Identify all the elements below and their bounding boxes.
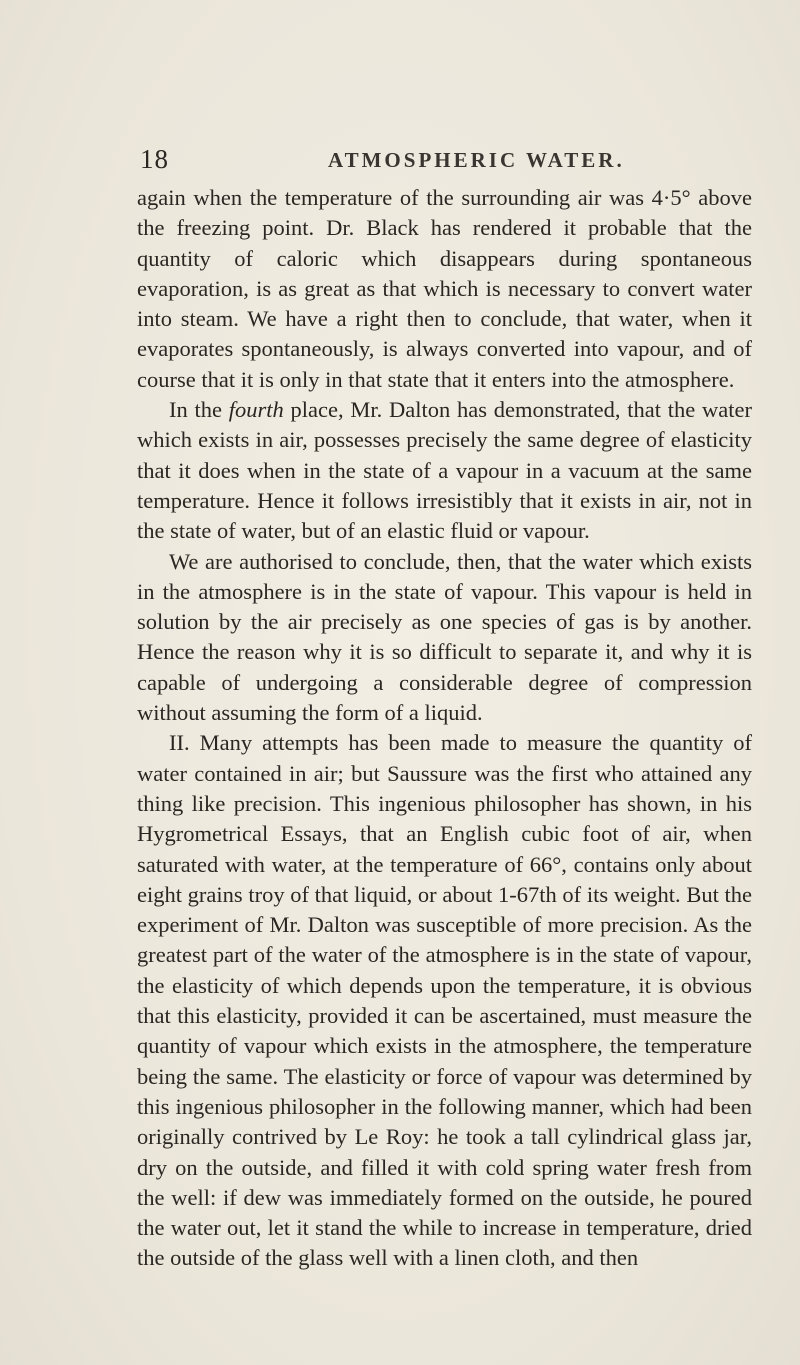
page-number: 18 <box>140 144 169 174</box>
paragraph-section-ii: II. Many attempts has been made to measure the quantity of water contained in air; but Saussure was the first who attained any thing like precision. This ingenious philosopher has shown, in his Hygrometrical Essays, that an English cubic foot of air, when saturated with water, at the temperature of 66°, contains only about eight grains troy of that liquid, or about 1-67th of its weight. But the experiment of Mr. Dalton was susceptible of more precision. As the greatest part of the water of the atmosphere is in the state of vapour, the elasticity of which depends upon the temperature, it is obvious that this elasticity, provided it can be ascertained, must measure the quantity of vapour which exists in the atmosphere, the temperature being the same. The elasticity or force of vapour was determined by this ingenious philosopher in the following manner, which had been originally contrived by Le Roy: he took a tall cylindrical glass jar, dry on the outside, and filled it with cold spring water fresh from the well: if dew was immediately formed on the outside, he poured the water out, let it stand the while to increase in temperature, dried the outside of the glass well with a linen cloth, and then <box>137 730 752 1271</box>
body-text <box>137 183 752 1274</box>
paragraph-fourth-place <box>137 395 752 546</box>
paragraph-rest: place, Mr. Dalton has demonstrated, that the water which exists in air, possesses precisely the same degree of elasticity that it does when in the state of a vapour in a vacuum at the same temperature. Hence it follows irresistibly that it exists in air, not in the state of water, but of an elastic fluid or vapour. <box>137 397 752 544</box>
paragraph-continuation: again when the temperature of the surrounding air was 4·5° above the freezing point. Dr. Black has rendered it probable that the quantity of caloric which disappears during spontaneous evaporation, is as great as that which is necessary to convert water into steam. We have a right then to conclude, that water, when it evaporates spontaneously, is always converted into vapour, and of course that it is only in that state that it enters into the atmosphere. <box>137 185 752 392</box>
italic-fourth: fourth <box>228 397 284 423</box>
running-head <box>140 140 750 180</box>
running-title: ATMOSPHERIC WATER. <box>328 148 625 172</box>
paragraph-lead: In the <box>169 397 229 423</box>
paragraph-conclusion: We are authorised to conclude, then, that the water which exists in the atmosphere is in the state of vapour. This vapour is held in solution by the air precisely as one species of gas is by another. Hence the reason why it is so difficult to separate it, and why it is capable of undergoing a considerable degree of compression without assuming the form of a liquid. <box>137 548 752 726</box>
